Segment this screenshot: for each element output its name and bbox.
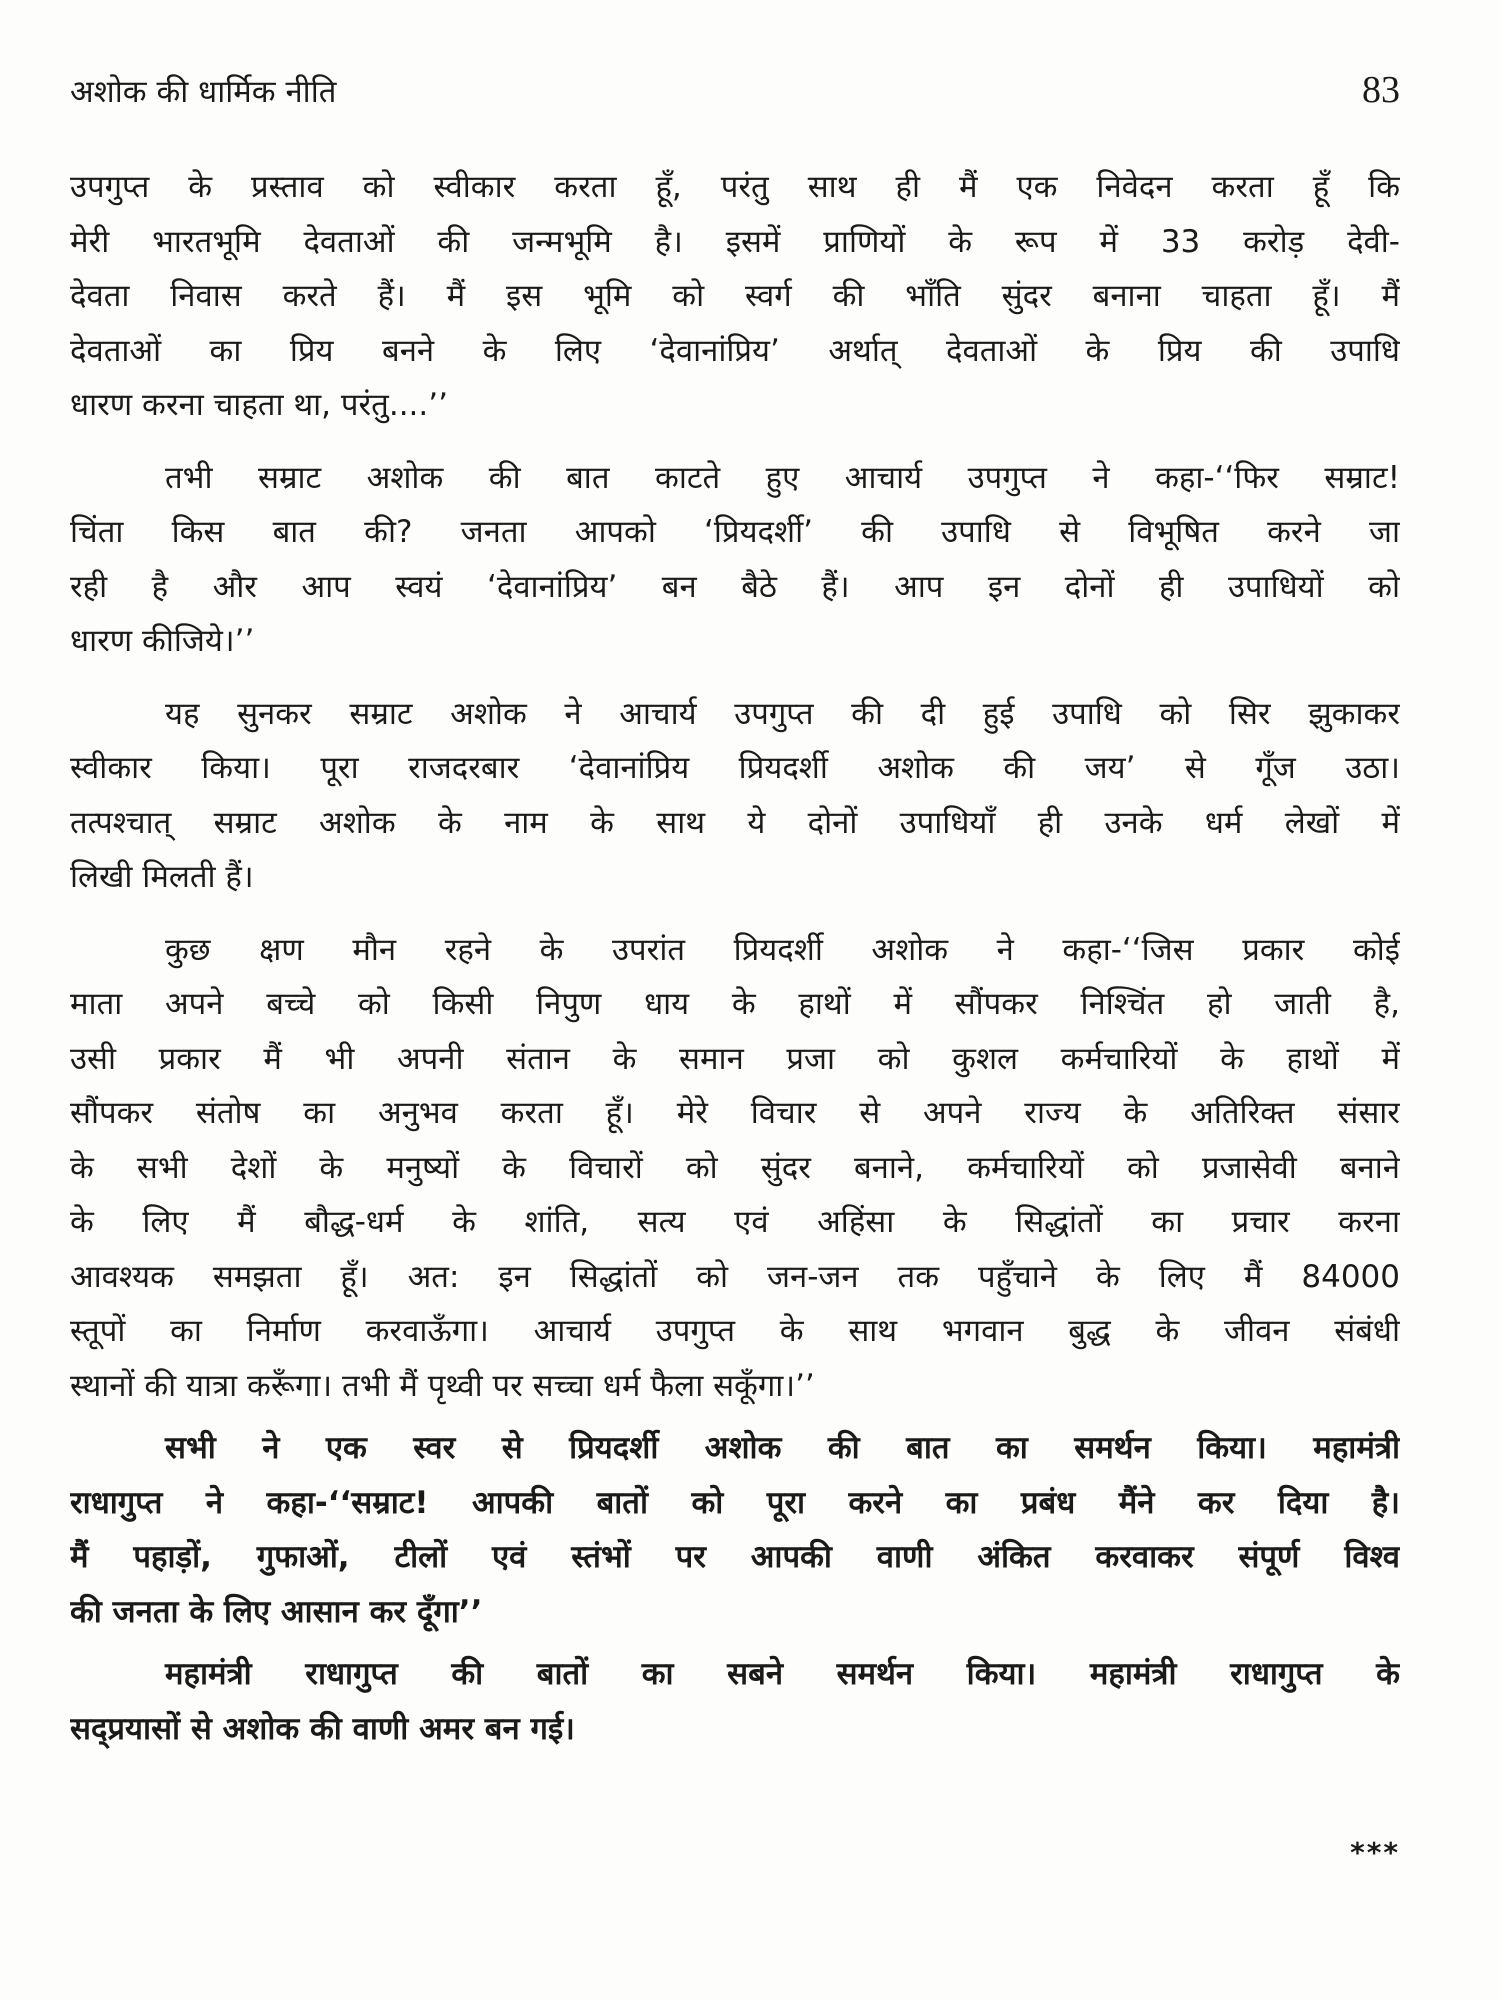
text-line: सभी ने एक स्वर से प्रियदर्शी अशोक की बात का समर्थन किया। महामंत्री [165, 1430, 1400, 1466]
text-line: माता अपने बच्चे को किसी निपुण धाय के हाथों में सौंपकर निश्चिंत हो जाती है, [70, 986, 1400, 1022]
text-line: देवताओं का प्रिय बनने के लिए ‘देवानांप्रिय’ अर्थात् देवताओं के प्रिय की उपाधि [70, 332, 1400, 369]
text-line: स्तूपों का निर्माण करवाऊँगा। आचार्य उपगुप्त के साथ भगवान बुद्ध के जीवन संबंधी [70, 1313, 1400, 1349]
text-line: स्थानों की यात्रा करूँगा। तभी मैं पृथ्वी पर सच्चा धर्म फैला सकूँगा।’’ [70, 1367, 815, 1404]
paragraph-6 [70, 1647, 1400, 1756]
paragraph-gap [70, 905, 1400, 923]
text-line: कुछ क्षण मौन रहने के उपरांत प्रियदर्शी अशोक ने कहा-‘‘जिस प्रकार कोई [165, 931, 1400, 968]
paragraph-5 [70, 1421, 1400, 1639]
chapter-title: अशोक की धार्मिक नीति [70, 74, 337, 110]
paragraph-gap [70, 1639, 1400, 1647]
page-number: 83 [1362, 69, 1400, 111]
body-text [70, 160, 1400, 1756]
paragraph-1 [70, 160, 1400, 433]
text-line: राधागुप्त ने कहा-‘‘सम्राट! आपकी बातों को पूरा करने का प्रबंध मैंने कर दिया है। [70, 1484, 1400, 1521]
text-line: चिंता किस बात की? जनता आपको ‘प्रियदर्शी’ की उपाधि से विभूषित करने जा [70, 514, 1400, 550]
paragraph-2 [70, 451, 1400, 669]
text-line: तत्पश्चात् सम्राट अशोक के नाम के साथ ये दोनों उपाधियाँ ही उनके धर्म लेखों में [70, 804, 1400, 841]
text-line: उपगुप्त के प्रस्ताव को स्वीकार करता हूँ, परंतु साथ ही मैं एक निवेदन करता हूँ कि [70, 169, 1400, 205]
paragraph-gap [70, 1413, 1400, 1421]
text-line: के लिए मैं बौद्ध-धर्म के शांति, सत्य एवं अहिंसा के सिद्धांतों का प्रचार करना [70, 1204, 1400, 1240]
text-line: के सभी देशों के मनुष्यों के विचारों को सुंदर बनाने, कर्मचारियों को प्रजासेवी बनाने [70, 1149, 1400, 1186]
text-line: स्वीकार किया। पूरा राजदरबार ‘देवानांप्रिय प्रियदर्शी अशोक की जय’ से गूँज उठा। [70, 750, 1400, 786]
text-line: रही है और आप स्वयं ‘देवानांप्रिय’ बन बैठे हैं। आप इन दोनों ही उपाधियों को [70, 568, 1400, 605]
text-line: सद्प्रयासों से अशोक की वाणी अमर बन गई। [70, 1710, 575, 1747]
text-line: यह सुनकर सम्राट अशोक ने आचार्य उपगुप्त की दी हुई उपाधि को सिर झुकाकर [165, 695, 1400, 732]
paragraph-gap [70, 669, 1400, 687]
text-line: की जनता के लिए आसान कर दूँगा’’ [70, 1593, 483, 1630]
running-header [70, 69, 1400, 122]
text-line: तभी सम्राट अशोक की बात काटते हुए आचार्य उपगुप्त ने कहा-‘‘फिर सम्राट! [165, 459, 1400, 496]
paragraph-gap [70, 433, 1400, 451]
text-line: मेरी भारतभूमि देवताओं की जन्मभूमि है। इसमें प्राणियों के रूप में 33 करोड़ देवी- [70, 223, 1400, 260]
text-line: महामंत्री राधागुप्त की बातों का सबने समर्थन किया। महामंत्री राधागुप्त के [165, 1656, 1400, 1692]
paragraph-4 [70, 923, 1400, 1414]
text-line: उसी प्रकार मैं भी अपनी संतान के समान प्रजा को कुशल कर्मचारियों के हाथों में [70, 1040, 1400, 1077]
text-line: सौंपकर संतोष का अनुभव करता हूँ। मेरे विचार से अपने राज्य के अतिरिक्त संसार [70, 1095, 1400, 1131]
text-line: देवता निवास करते हैं। मैं इस भूमि को स्वर्ग की भाँति सुंदर बनाना चाहता हूँ। मैं [70, 278, 1400, 314]
text-line: मैं पहाड़ों, गुफाओं, टीलों एवं स्तंभों पर आपकी वाणी अंकित करवाकर संपूर्ण विश्व [70, 1539, 1400, 1575]
text-line: आवश्यक समझता हूँ। अत: इन सिद्धांतों को जन-जन तक पहुँचाने के लिए मैं 84000 [70, 1258, 1400, 1295]
section-end-mark: *** [1350, 1836, 1400, 1869]
text-line: धारण कीजिये।’’ [70, 623, 255, 659]
text-line: धारण करना चाहता था, परंतु....’’ [70, 387, 448, 423]
text-line: लिखी मिलती हैं। [70, 859, 254, 895]
paragraph-3 [70, 687, 1400, 905]
